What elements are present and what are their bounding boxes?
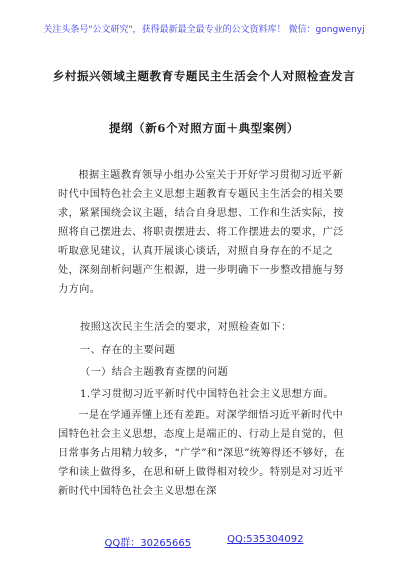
document-title-line1: 乡村振兴领域主题教育专题民主生活会个人对照检查发言	[52, 69, 356, 83]
check-intro-line: 按照这次民主生活会的要求，对照检查如下：	[80, 322, 292, 333]
header-promo-text: 关注头条号"公文研究"，获得最新最全最专业的公文资料库！ 微信：gongwenyj	[43, 25, 365, 35]
footer-qq-group[interactable]: QQ群：30265665	[104, 538, 192, 549]
document-title-line2: 提纲（新6个对照方面＋典型案例）	[108, 121, 300, 135]
footer-contact	[0, 534, 408, 549]
section-heading-2: （一）结合主题教育查摆的问题	[80, 367, 229, 378]
footer-qq-number[interactable]: QQ:535304092	[227, 534, 304, 545]
problem-paragraph: 一是在学通弄懂上还有差距。对深学细悟习近平新时代中国特色社会主义思想，态度上是端正的、行动上是自觉的，但日常事务占用精力较多，“广学”和“深思”统筹得还不够好，在学和读上做得多，在思和研上做得相对较少。特别是对习近平新时代中国特色社会主义思想在深	[58, 410, 346, 497]
section-heading-3: 1.学习贯彻习近平新时代中国特色社会主义思想方面。	[80, 389, 335, 400]
intro-paragraph: 根据主题教育领导小组办公室关于开好学习贯彻习近平新时代中国特色社会主义思想主题教育专题民主生活会的相关要求，紧紧围绕会议主题，结合自身思想、工作和生活实际，按照将自己摆进去、将职责摆进去、将工作摆进去的要求，广泛听取意见建议，认真开展谈心谈话，对照自身存在的不足之处，深刻剖析问题产生根源，进一步明确下一步整改措施与努力方向。	[58, 170, 344, 295]
section-heading-1: 一、存在的主要问题	[80, 345, 176, 356]
